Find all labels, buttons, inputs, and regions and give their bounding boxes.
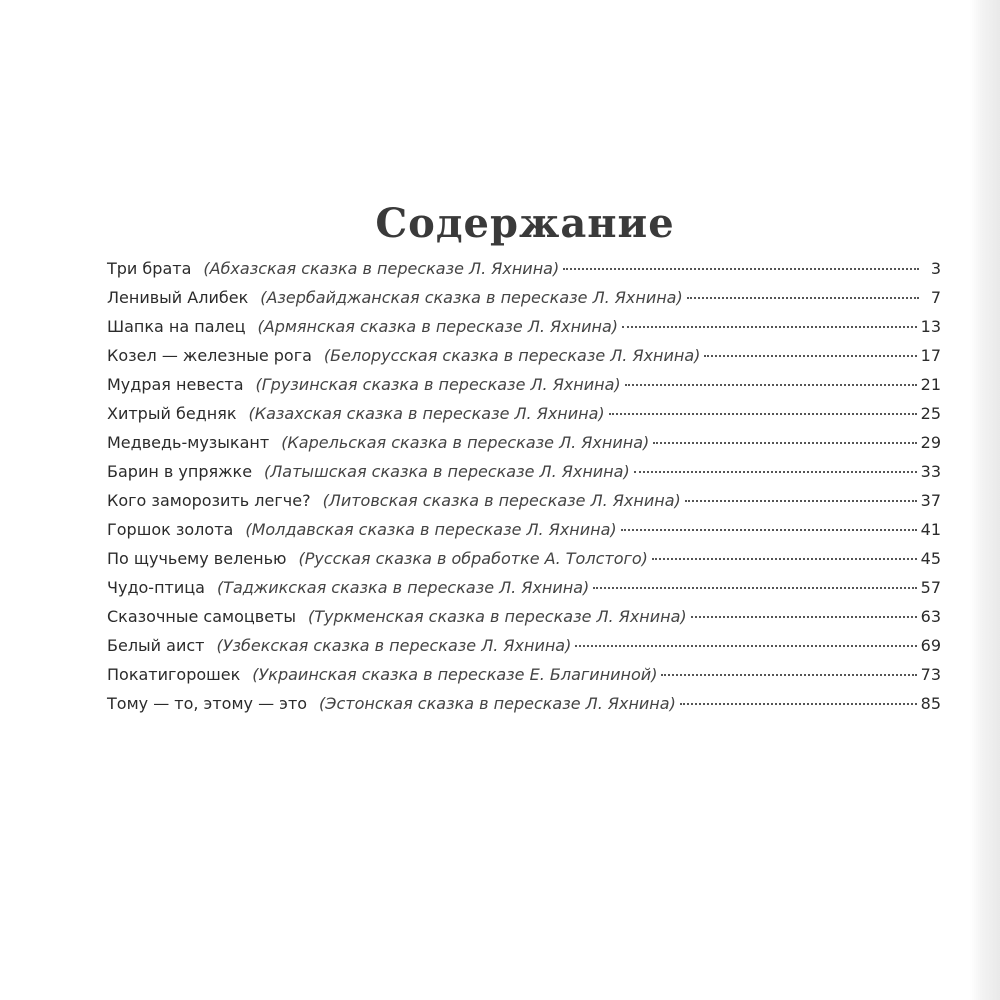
toc-entry-page: 21 [920,375,941,394]
toc-entry-note: (Таджикская сказка в пересказе Л. Яхнина) [216,578,590,597]
toc-entry-page: 13 [920,317,941,336]
toc-entry [107,254,941,283]
toc-entry [107,515,941,544]
toc-entry-title: Шапка на палец [107,317,246,336]
dot-leader [575,644,916,647]
toc-entry-page: 73 [920,665,941,684]
toc-entry-title: Барин в упряжке [107,462,253,481]
toc-entry-title: По щучьему веленью [107,549,287,568]
toc-entry [107,689,941,718]
toc-entry-page: 45 [920,549,941,568]
toc-entry-title: Мудрая невеста [107,375,244,394]
toc-entry [107,428,941,457]
dot-leader [609,412,917,415]
dot-leader [661,673,916,676]
toc-entry [107,312,941,341]
toc-entry-page: 69 [920,636,941,655]
toc-entry [107,370,941,399]
toc-entry-page: 57 [920,578,941,597]
toc-entry-page: 37 [920,491,941,510]
toc-entry-page: 3 [930,259,941,278]
toc-entry-title: Чудо-птица [107,578,205,597]
toc-entry-title: Покатигорошек [107,665,241,684]
toc-entry-note: (Грузинская сказка в пересказе Л. Яхнина) [255,375,621,394]
toc-entry-title: Кого заморозить легче? [107,491,311,510]
toc-entry [107,486,941,515]
dot-leader [563,267,919,270]
dot-leader [621,528,917,531]
toc-entry-note: (Казахская сказка в пересказе Л. Яхнина) [248,404,605,423]
toc-entry-page: 29 [920,433,941,452]
toc-entry-page: 33 [920,462,941,481]
toc-entry-page: 17 [920,346,941,365]
toc-entry [107,573,941,602]
toc-entry [107,457,941,486]
table-of-contents [107,254,941,718]
toc-entry [107,602,941,631]
toc-entry [107,341,941,370]
toc-entry-note: (Украинская сказка в пересказе Е. Благининой) [252,665,658,684]
toc-entry-note: (Молдавская сказка в пересказе Л. Яхнина) [245,520,617,539]
toc-entry-note: (Белорусская сказка в пересказе Л. Яхнина) [323,346,701,365]
page-edge-shadow [970,0,1000,1000]
toc-entry-note: (Эстонская сказка в пересказе Л. Яхнина) [319,694,676,713]
toc-entry-note: (Туркменская сказка в пересказе Л. Яхнина) [308,607,687,626]
toc-entry-page: 63 [920,607,941,626]
toc-entry-note: (Армянская сказка в пересказе Л. Яхнина) [257,317,618,336]
toc-entry-title: Хитрый бедняк [107,404,237,423]
toc-entry-note: (Азербайджанская сказка в пересказе Л. Яхнина) [260,288,683,307]
dot-leader [691,615,917,618]
toc-entry [107,399,941,428]
toc-entry-note: (Карельская сказка в пересказе Л. Яхнина) [281,433,650,452]
page-title: Содержание [375,200,675,247]
toc-entry [107,631,941,660]
toc-entry-title: Медведь-музыкант [107,433,270,452]
dot-leader [625,383,917,386]
toc-entry-title: Сказочные самоцветы [107,607,296,626]
toc-entry-title: Ленивый Алибек [107,288,249,307]
dot-leader [652,557,917,560]
dot-leader [622,325,917,328]
toc-entry-note: (Узбекская сказка в пересказе Л. Яхнина) [216,636,572,655]
toc-entry-note: (Латышская сказка в пересказе Л. Яхнина) [264,462,630,481]
toc-entry-title: Тому — то, этому — это [107,694,308,713]
dot-leader [593,586,916,589]
dot-leader [680,702,917,705]
dot-leader [687,296,919,299]
dot-leader [653,441,916,444]
toc-entry-page: 41 [920,520,941,539]
toc-entry-page: 25 [920,404,941,423]
toc-entry [107,544,941,573]
toc-entry [107,660,941,689]
toc-entry-note: (Абхазская сказка в пересказе Л. Яхнина) [203,259,560,278]
toc-entry-title: Козел — железные рога [107,346,312,365]
toc-entry-title: Три брата [107,259,192,278]
dot-leader [685,499,917,502]
toc-entry-title: Белый аист [107,636,205,655]
toc-entry-note: (Литовская сказка в пересказе Л. Яхнина) [322,491,681,510]
toc-entry-page: 85 [920,694,941,713]
toc-entry-title: Горшок золота [107,520,234,539]
dot-leader [704,354,916,357]
toc-entry [107,283,941,312]
dot-leader [634,470,917,473]
toc-entry-page: 7 [930,288,941,307]
toc-entry-note: (Русская сказка в обработке А. Толстого) [298,549,648,568]
